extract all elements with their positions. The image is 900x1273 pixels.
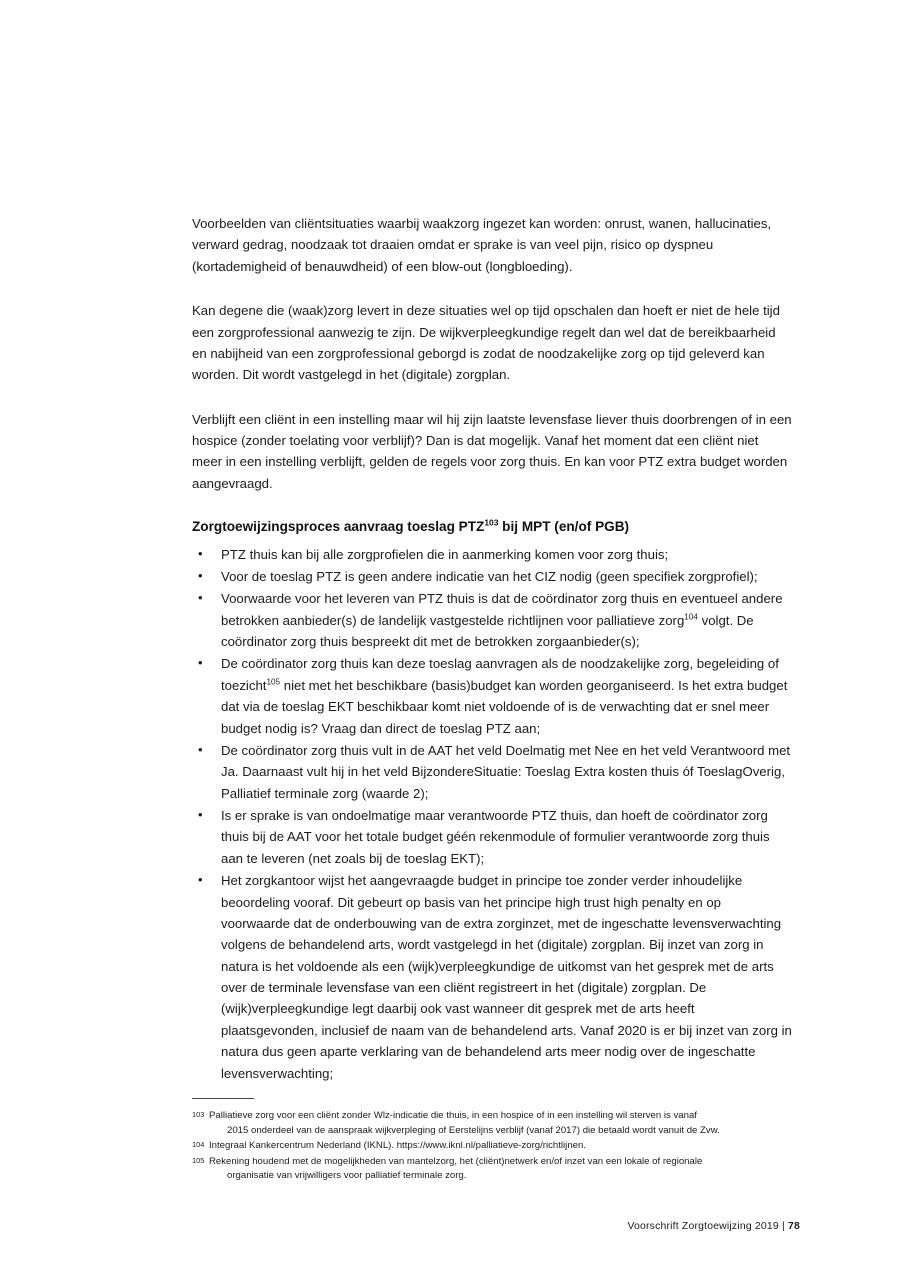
section-heading — [192, 517, 792, 537]
footnote-ref-105: 105 — [266, 677, 281, 687]
footnote-marker: 105 — [192, 1155, 205, 1165]
paragraph: Verblijft een cliënt in een instelling maar wil hij zijn laatste levensfase liever thuis doorbrengen of in een hospice (zonder toelating voor verblijf)? Dan is dat mogelijk. Vanaf het moment dat een cliënt niet meer in een instelling verblijft, gelden de regels voor zorg thuis. En kan voor PTZ extra budget worden aangevraagd. — [192, 411, 792, 491]
footnotes-section — [192, 1098, 802, 1185]
footnote-ref-104: 104 — [684, 612, 698, 622]
list-item — [192, 805, 792, 869]
paragraph: Kan degene die (waak)zorg levert in deze situaties wel op tijd opschalen dan hoeft er niet de hele tijd een zorgprofessional aanwezig te zijn. De wijkverpleegkundige regelt dan wel dat de bereikbaarheid en nabijheid van een zorgprofessional geborgd is zodat de noodzakelijke zorg op tijd geleverd kan worden. Dit wordt vastgelegd in het (digitale) zorgplan. — [192, 303, 780, 383]
footnote-text: Integraal Kankercentrum Nederland (IKNL). https://www.iknl.nl/palliatieve-zorg/richtlijnen. — [209, 1140, 586, 1152]
list-item-text-cont: volgt. De coördinator zorg thuis bespreekt dit met de betrokken zorgaanbieder(s); — [221, 612, 754, 650]
bullet-list — [192, 544, 792, 1084]
list-item — [192, 870, 792, 1084]
footnote-marker: 103 — [192, 1110, 205, 1119]
footnote — [192, 1109, 802, 1138]
footnote-ref-103: 103 — [484, 517, 499, 528]
footnote — [192, 1139, 802, 1154]
list-item — [192, 588, 792, 652]
footnote-separator-rule — [192, 1098, 254, 1099]
footnote-marker: 104 — [192, 1140, 205, 1150]
list-item — [192, 740, 792, 804]
list-item-text: Voorwaarde voor het leveren van PTZ thuis is dat de coördinator zorg thuis en eventueel andere betrokken aanbieder(s) de landelijk vastgestelde richtlijnen voor palliatieve zorg — [221, 591, 783, 628]
list-item — [192, 653, 792, 739]
footnote-text: Palliatieve zorg voor een cliënt zonder Wlz-indicatie die thuis, in een hospice of in een instelling wil sterven is vanaf — [209, 1110, 697, 1121]
page-footer — [0, 1221, 900, 1232]
paragraph: Voorbeelden van cliëntsituaties waarbij waakzorg ingezet kan worden: onrust, wanen, hallucinaties, verward gedrag, noodzaak tot draaien omdat er sprake is van veel pijn, risico op dyspneu (kortademigheid of benauwdheid) of een blow-out (longbloeding). — [192, 216, 772, 274]
footnote-text-cont: 2015 onderdeel van de aanspraak wijkverpleging of Eerstelijns verblijf (vanaf 2017) die betaald wordt vanuit de Zvw. — [227, 1124, 720, 1136]
footer-separator: | — [781, 1221, 785, 1232]
list-item-text: Voor de toeslag PTZ is geen andere indicatie van het CIZ nodig (geen specifiek zorgprofiel); — [221, 568, 758, 584]
page-content — [192, 213, 792, 1085]
list-item — [192, 544, 792, 565]
list-item-text: De coördinator zorg thuis vult in de AAT het veld Doelmatig met Nee en het veld Verantwoord met Ja. Daarnaast vult hij in het veld BijzondereSituatie: Toeslag Extra kosten thuis óf ToeslagOverig, Palliatief terminale zorg (waarde 2); — [221, 742, 791, 801]
heading-text-before: Zorgtoewijzingsproces aanvraag toeslag PTZ — [192, 519, 485, 535]
list-item-text-cont: niet met het beschikbare (basis)budget kan worden georganiseerd. Is het extra budget dat via de toeslag EKT beschikbaar komt niet voldoende of is de verwachting dat er snel meer budget nodig is? Vraag dan direct de toeslag PTZ aan; — [221, 677, 788, 736]
list-item-text: De coördinator zorg thuis kan deze toeslag aanvragen als de noodzakelijke zorg, begeleiding of toezicht — [221, 656, 779, 693]
footnote-text: Rekening houdend met de mogelijkheden van mantelzorg, het (cliënt)netwerk en/of inzet van een lokale of regionale — [209, 1155, 703, 1167]
list-item-text: PTZ thuis kan bij alle zorgprofielen die in aanmerking komen voor zorg thuis; — [221, 546, 669, 562]
page-number: 78 — [788, 1221, 800, 1232]
list-item-text: Het zorgkantoor wijst het aangevraagde budget in principe toe zonder verder inhoudelijke beoordeling vooraf. Dit gebeurt op basis van het principe high trust high penalty en op voorwaarde dat de onderbouwing van de extra zorginzet, met de ingeschatte levensverwachting volgens de behandelend arts, wordt vastgelegd in het (digitale) zorgplan. Bij inzet van zorg in natura is het voldoende als een (wijk)verpleegkundige de uitkomst van het gesprek met de arts over de terminale levensfase van een cliënt registreert in het (digitale) zorgplan. De (wijk)verpleegkundige legt daarbij ook vast wanneer dit gesprek met de arts heeft plaatsgevonden, inclusief de naam van de behandelend arts. Vanaf 2020 is er bij inzet van zorg in natura dus geen aparte verklaring van de behandelend arts meer nodig over de ingeschatte levensverwachting; — [221, 873, 792, 1081]
list-item-text: Is er sprake is van ondoelmatige maar verantwoorde PTZ thuis, dan hoeft de coördinator zorg thuis bij de AAT voor het totale budget géén rekenmodule of formulier verantwoorde zorg thuis aan te leveren (net zoals bij de toeslag EKT); — [221, 808, 770, 866]
list-item — [192, 566, 792, 587]
heading-text-after: bij MPT (en/of PGB) — [498, 519, 630, 535]
footnote-text-cont: organisatie van vrijwilligers voor palliatief terminale zorg. — [227, 1170, 467, 1182]
footer-title: Voorschrift Zorgtoewijzing 2019 — [627, 1221, 779, 1232]
footnote — [192, 1155, 802, 1184]
